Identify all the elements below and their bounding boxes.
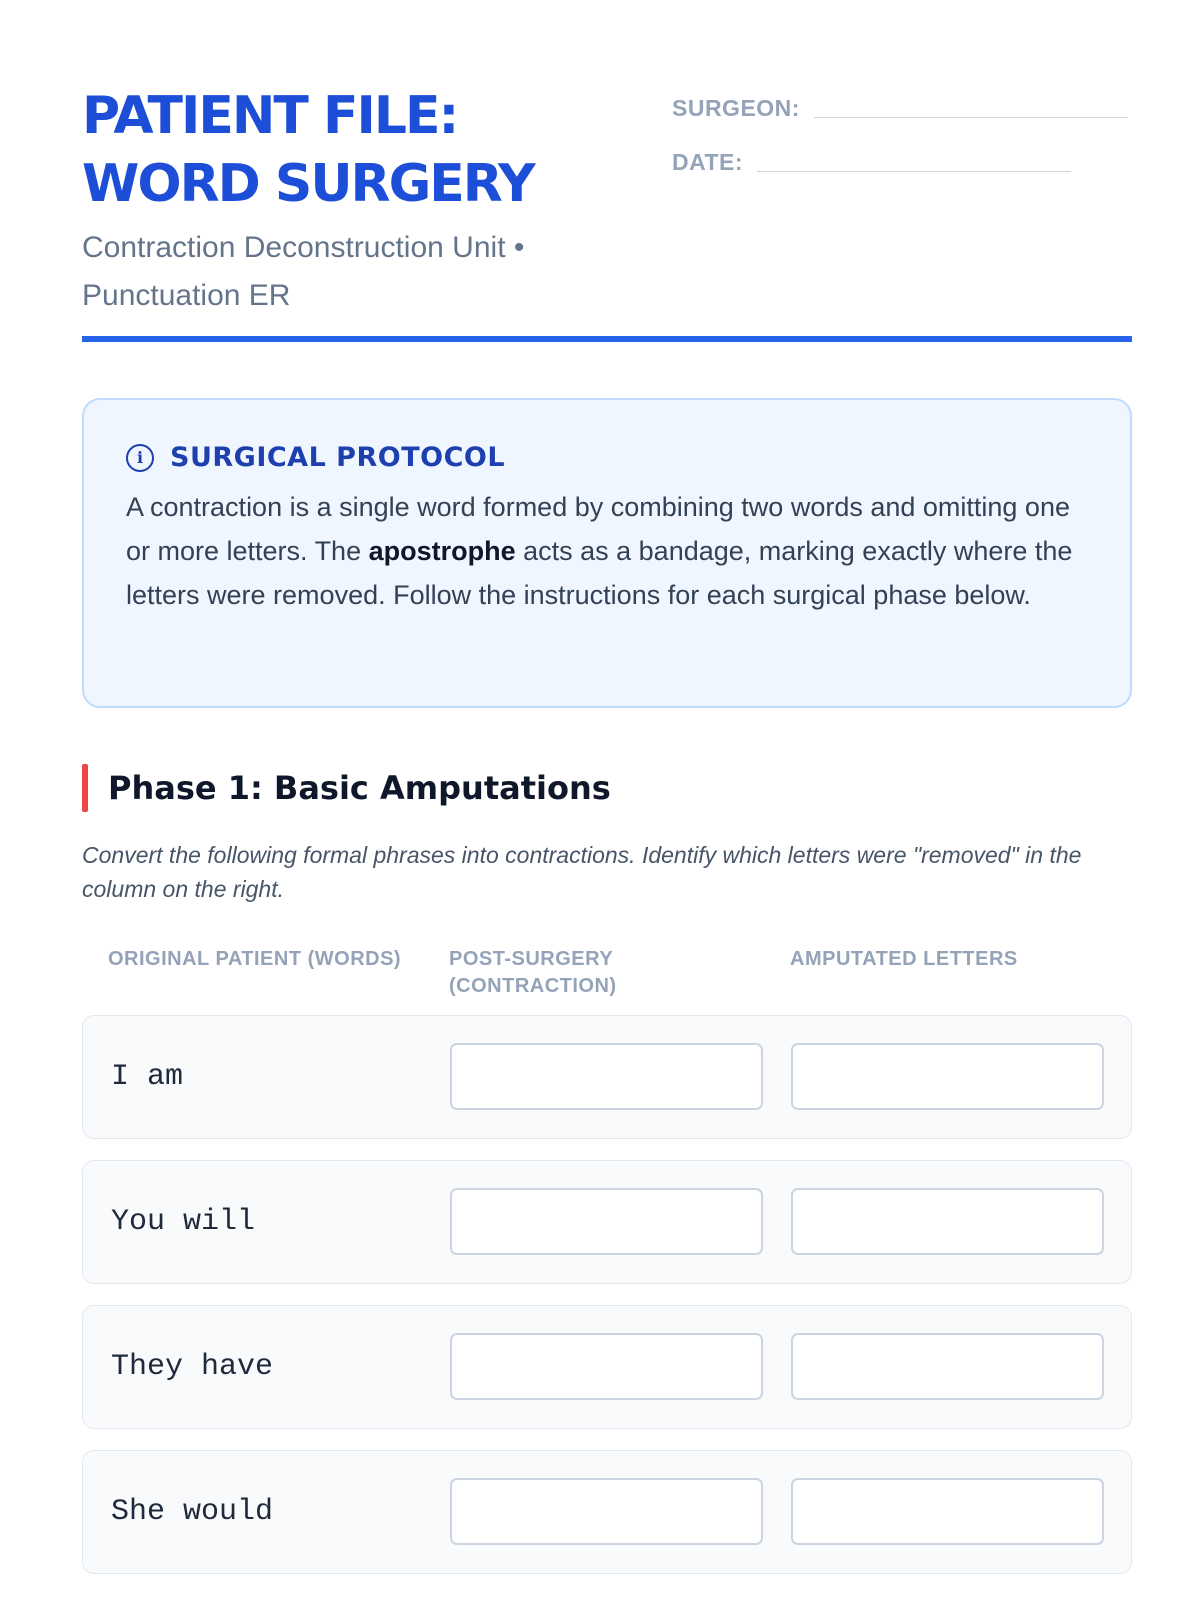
protocol-text bbox=[126, 485, 1090, 617]
header-divider bbox=[82, 336, 1132, 342]
protocol-title: SURGICAL PROTOCOL bbox=[170, 442, 506, 473]
info-icon: i bbox=[126, 444, 154, 472]
title-line-2: WORD SURGERY bbox=[82, 154, 534, 214]
table-row bbox=[82, 1015, 1132, 1139]
column-header-amputated: AMPUTATED LETTERS bbox=[790, 948, 1018, 970]
page-subtitle: Contraction Deconstruction Unit • Punctuation ER bbox=[82, 231, 525, 312]
protocol-text-start: A contraction is a single word formed by combining two words and omitting one or more letters. The bbox=[126, 492, 1070, 566]
table-row bbox=[82, 1305, 1132, 1429]
table-row bbox=[82, 1450, 1132, 1574]
amputated-letters-input[interactable] bbox=[791, 1333, 1104, 1400]
surgeon-row bbox=[672, 82, 1132, 122]
column-header-contraction: POST-SURGERY (CONTRACTION) bbox=[449, 948, 617, 997]
protocol-box bbox=[82, 398, 1132, 708]
title-line-1: PATIENT FILE: bbox=[82, 86, 458, 146]
meta-fields bbox=[672, 82, 1132, 190]
phase-1-title: Phase 1: Basic Amputations bbox=[108, 769, 611, 807]
surgeon-label: SURGEON: bbox=[672, 95, 800, 121]
protocol-text-emphasis: apostrophe bbox=[368, 536, 516, 566]
original-words: She would bbox=[111, 1494, 274, 1529]
contraction-input[interactable] bbox=[450, 1478, 763, 1545]
original-words: I am bbox=[111, 1059, 184, 1094]
table-row bbox=[82, 1160, 1132, 1284]
protocol-heading bbox=[126, 442, 1090, 473]
original-words: You will bbox=[111, 1204, 256, 1239]
date-row bbox=[672, 136, 1132, 176]
protocol-text-end: acts as a bandage, marking exactly where the letters were removed. Follow the instructions for each surgical phase below. bbox=[126, 536, 1073, 610]
date-line[interactable] bbox=[757, 171, 1071, 172]
original-words: They have bbox=[111, 1349, 274, 1384]
phase-1-heading bbox=[82, 764, 611, 812]
amputated-letters-input[interactable] bbox=[791, 1188, 1104, 1255]
contraction-input[interactable] bbox=[450, 1333, 763, 1400]
surgeon-line[interactable] bbox=[814, 117, 1128, 118]
header bbox=[82, 82, 1132, 320]
column-header-original: ORIGINAL PATIENT (WORDS) bbox=[108, 948, 402, 970]
phase-1-instructions: Convert the following formal phrases into contractions. Identify which letters were "removed" in the column on the right. bbox=[82, 842, 1082, 902]
amputated-letters-input[interactable] bbox=[791, 1043, 1104, 1110]
phase-accent-bar bbox=[82, 764, 88, 812]
date-label: DATE: bbox=[672, 149, 744, 175]
amputated-letters-input[interactable] bbox=[791, 1478, 1104, 1545]
contraction-input[interactable] bbox=[450, 1043, 763, 1110]
contraction-input[interactable] bbox=[450, 1188, 763, 1255]
